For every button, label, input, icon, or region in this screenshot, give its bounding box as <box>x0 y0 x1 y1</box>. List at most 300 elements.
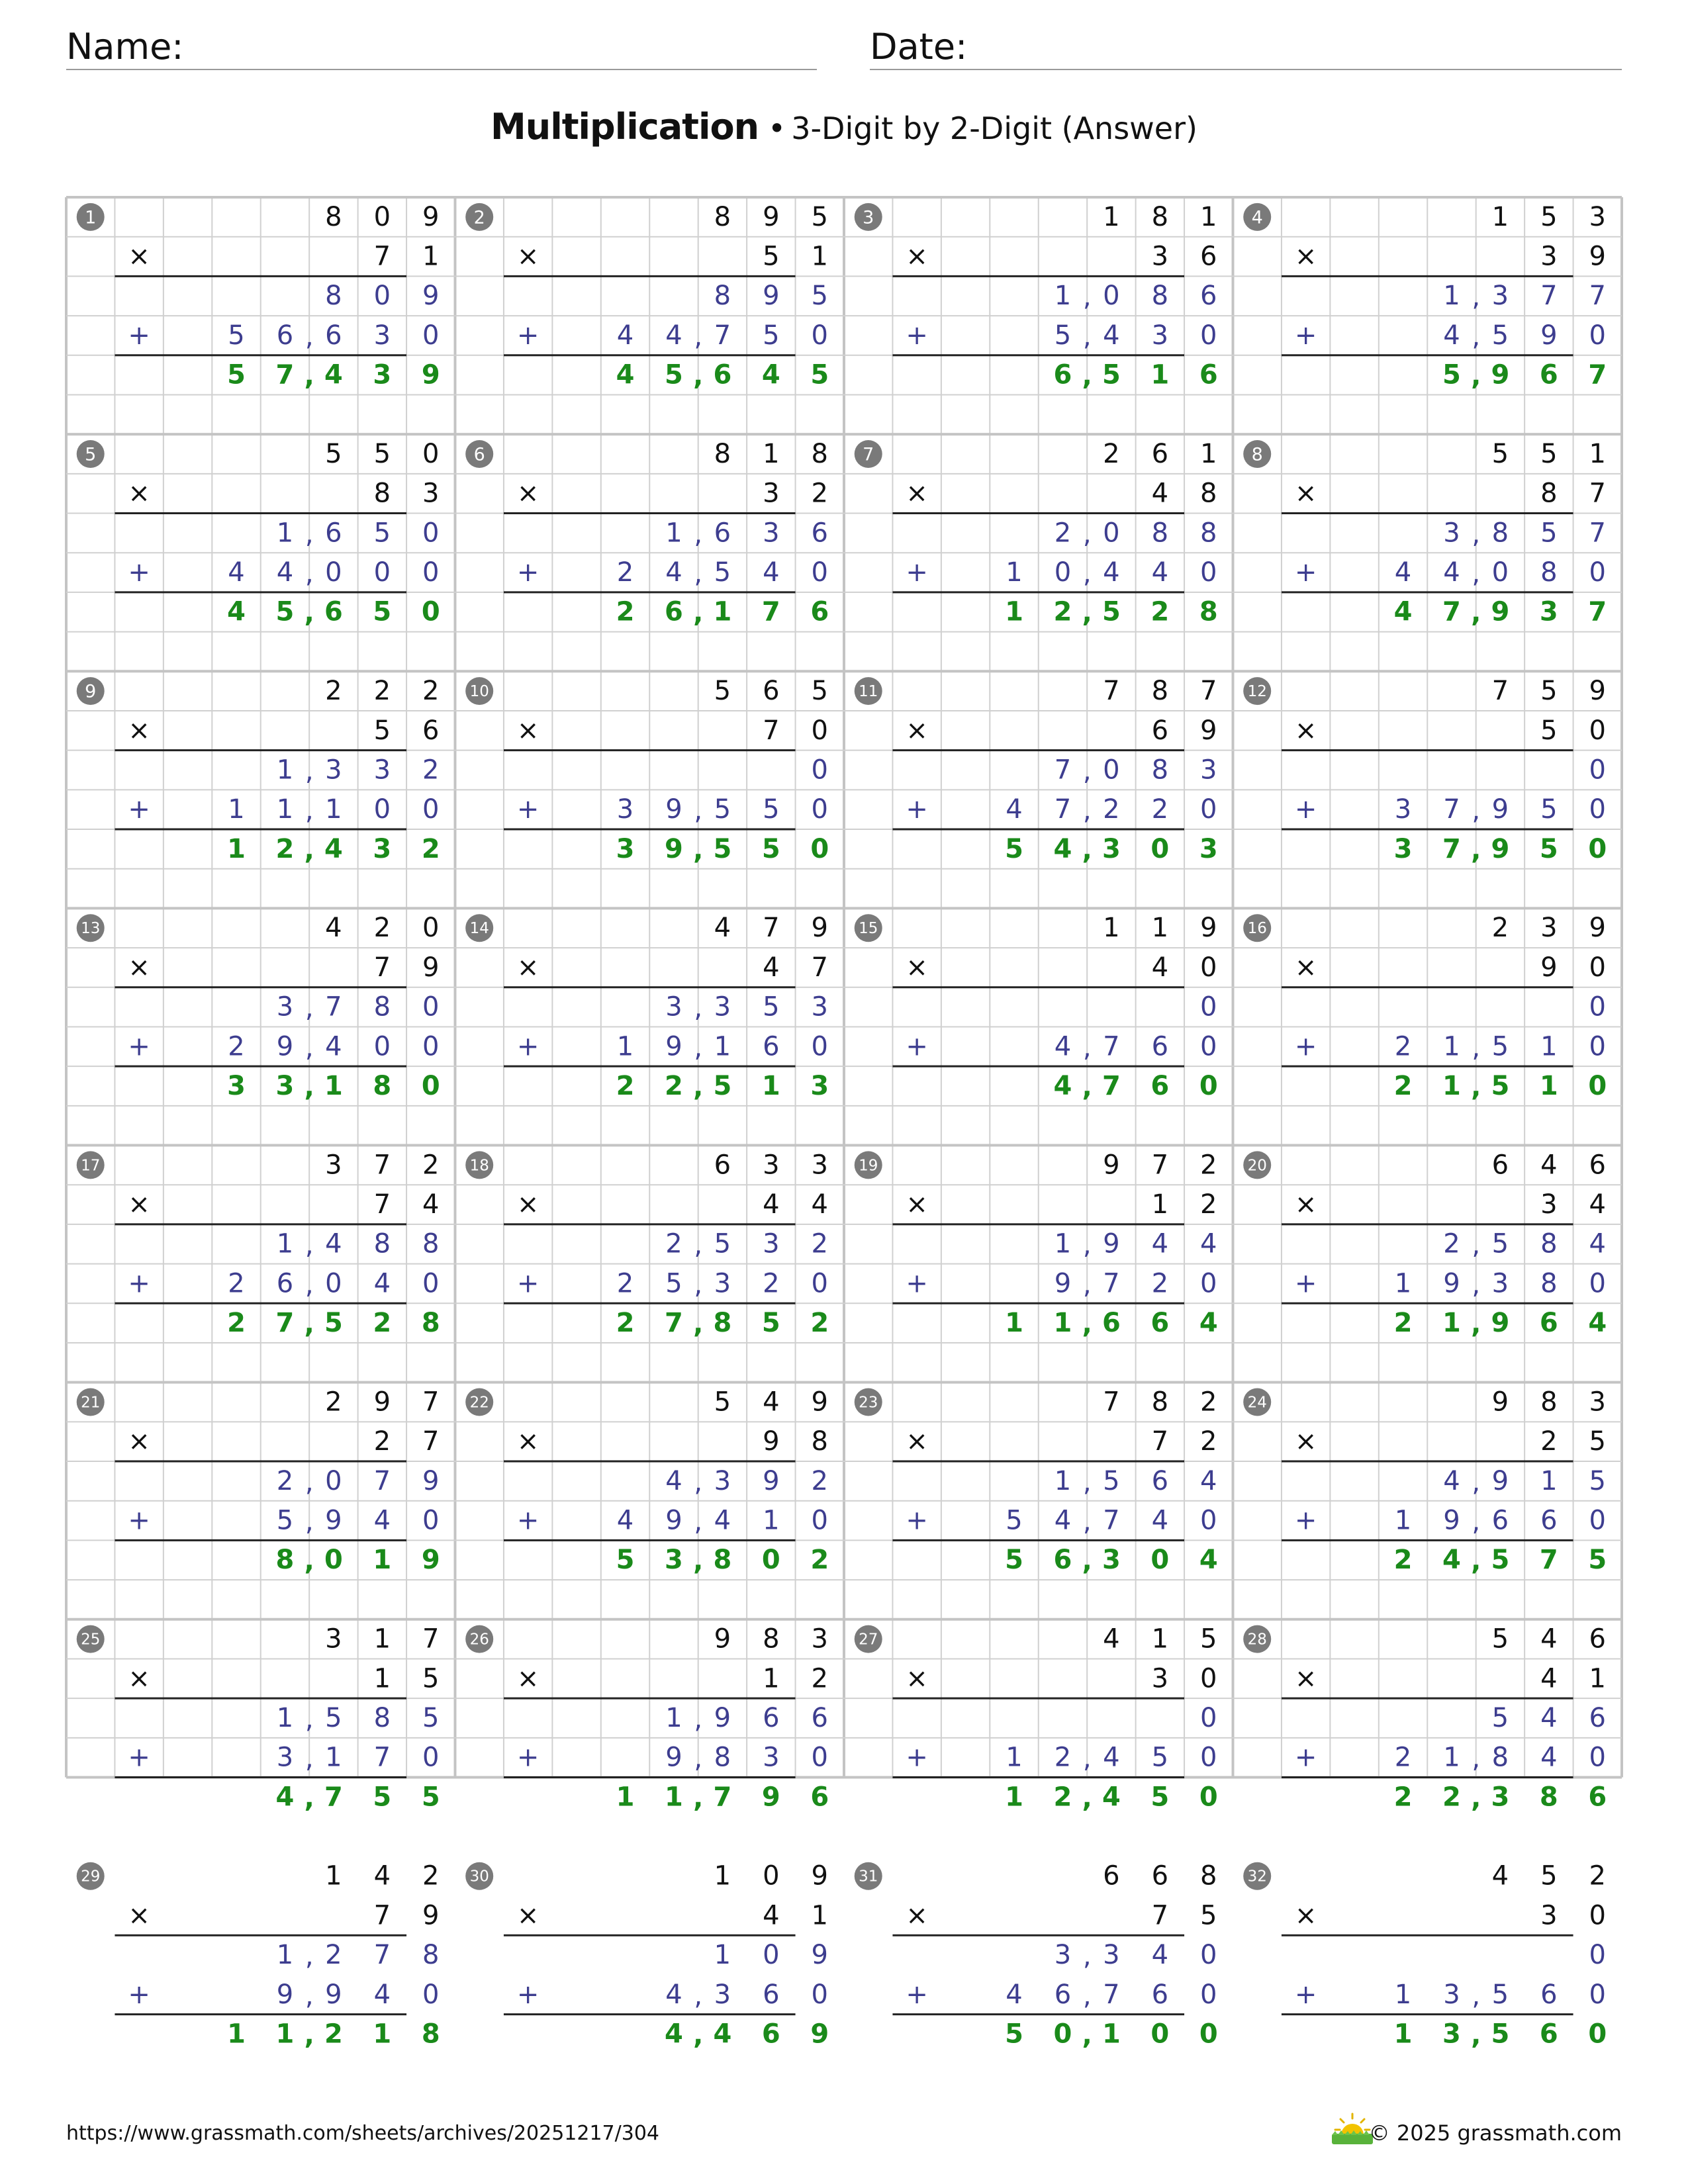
multiplicand-digit: 2 <box>1200 1387 1217 1418</box>
partial-product-2-comma: , <box>305 321 314 352</box>
multiplicand-digit: 2 <box>1491 913 1509 944</box>
answer-digit: 0 <box>324 1545 343 1576</box>
answer-digit: 1 <box>275 2019 295 2050</box>
partial-product-1-digit: 4 <box>1200 1228 1217 1259</box>
partial-product-1-digit: 9 <box>714 1702 731 1733</box>
partial-product-2-digit: 6 <box>763 1979 780 2010</box>
partial-product-1-digit: 5 <box>1491 1702 1509 1733</box>
answer-digit: 0 <box>1150 2019 1170 2050</box>
plus-sign: + <box>128 1979 150 2010</box>
partial-product-1-digit: 0 <box>1103 281 1120 312</box>
answer-digit: 1 <box>227 833 246 864</box>
partial-product-1-digit: 3 <box>763 1228 780 1259</box>
problem-number: 22 <box>469 1394 489 1412</box>
multiplier-digit: 0 <box>1589 952 1607 983</box>
partial-product-1-digit: 7 <box>1540 281 1558 312</box>
partial-product-2-digit: 5 <box>1540 794 1558 825</box>
times-sign: × <box>128 1900 150 1931</box>
multiplier-digit: 4 <box>763 1189 780 1220</box>
partial-product-2-digit: 6 <box>763 1031 780 1062</box>
answer-comma: , <box>693 361 704 392</box>
partial-product-2-digit: 0 <box>325 1268 342 1299</box>
times-sign: × <box>128 478 150 509</box>
answer-digit: 2 <box>665 1070 683 1101</box>
answer-digit: 0 <box>1150 833 1170 864</box>
multiplicand-digit: 4 <box>325 913 342 944</box>
answer-digit: 1 <box>324 1070 343 1101</box>
times-sign: × <box>1294 1663 1317 1694</box>
partial-product-2-digit: 8 <box>1540 1268 1558 1299</box>
multiplicand-digit: 7 <box>422 1623 440 1655</box>
partial-product-2-comma: , <box>305 796 314 827</box>
answer-digit: 2 <box>1393 1545 1413 1576</box>
answer-digit: 0 <box>1053 2019 1072 2050</box>
multiplicand-digit: 4 <box>1540 1623 1558 1655</box>
partial-product-2-digit: 4 <box>616 320 634 351</box>
partial-product-2-digit: 8 <box>1540 557 1558 588</box>
answer-digit: 5 <box>227 359 246 390</box>
answer-digit: 4 <box>713 2019 732 2050</box>
partial-product-2-digit: 4 <box>373 1979 391 2010</box>
partial-product-1-digit: 0 <box>1589 991 1607 1023</box>
partial-product-1-digit: 5 <box>714 1228 731 1259</box>
partial-product-1-comma: , <box>1082 282 1092 313</box>
answer-digit: 5 <box>761 833 780 864</box>
problem-number: 30 <box>469 1868 489 1886</box>
times-sign: × <box>516 241 539 272</box>
answer-digit: 0 <box>1150 1545 1170 1576</box>
partial-product-2-digit: 9 <box>1443 1505 1460 1536</box>
partial-product-2-digit: 2 <box>616 557 634 588</box>
partial-product-2-digit: 4 <box>763 557 780 588</box>
answer-digit: 3 <box>665 1545 683 1576</box>
partial-product-1-digit: 4 <box>1443 1465 1460 1496</box>
partial-product-2-digit: 0 <box>1054 557 1072 588</box>
answer-digit: 5 <box>616 1545 635 1576</box>
times-sign: × <box>906 1900 928 1931</box>
answer-digit: 7 <box>713 1782 732 1813</box>
multiplicand-digit: 9 <box>763 201 780 232</box>
plus-sign: + <box>128 1268 150 1299</box>
partial-product-2-digit: 2 <box>616 1268 634 1299</box>
answer-comma: , <box>1471 361 1481 392</box>
multiplicand-digit: 2 <box>325 676 342 707</box>
answer-digit: 7 <box>275 1308 295 1339</box>
multiplicand-digit: 1 <box>1200 438 1217 469</box>
partial-product-2-digit: 7 <box>714 320 731 351</box>
answer-digit: 3 <box>810 1070 829 1101</box>
answer-digit: 7 <box>324 1782 343 1813</box>
answer-digit: 7 <box>761 596 780 627</box>
plus-sign: + <box>906 1742 928 1773</box>
answer-digit: 4 <box>665 2019 683 2050</box>
multiplicand-digit: 7 <box>763 913 780 944</box>
problem-number: 11 <box>859 683 878 701</box>
answer-digit: 9 <box>1491 359 1510 390</box>
multiplicand-digit: 6 <box>1151 438 1169 469</box>
partial-product-1-digit: 8 <box>422 1228 440 1259</box>
partial-product-1-digit: 2 <box>1443 1228 1460 1259</box>
partial-product-1-digit: 3 <box>763 518 780 549</box>
answer-comma: , <box>1471 598 1481 629</box>
plus-sign: + <box>516 1031 539 1062</box>
partial-product-1-comma: , <box>694 993 703 1024</box>
partial-product-2-comma: , <box>1472 1743 1481 1774</box>
multiplicand-digit: 3 <box>811 1150 829 1181</box>
partial-product-2-digit: 4 <box>1103 320 1120 351</box>
multiplicand-digit: 7 <box>373 1150 391 1181</box>
answer-digit: 5 <box>761 1308 780 1339</box>
answer-digit: 6 <box>761 2019 780 2050</box>
partial-product-2-digit: 0 <box>325 557 342 588</box>
multiplier-digit: 5 <box>1589 1426 1607 1457</box>
problem-number: 32 <box>1247 1868 1267 1886</box>
answer-comma: , <box>693 598 704 629</box>
partial-product-2-digit: 3 <box>373 320 391 351</box>
answer-digit: 4 <box>324 359 343 390</box>
answer-digit: 2 <box>1393 1782 1413 1813</box>
answer-comma: , <box>304 1309 314 1340</box>
partial-product-2-digit: 0 <box>1200 1505 1217 1536</box>
partial-product-1-comma: , <box>305 1230 314 1261</box>
answer-digit: 6 <box>1539 1308 1558 1339</box>
answer-digit: 4 <box>324 833 343 864</box>
partial-product-2-comma: , <box>694 1980 703 2011</box>
multiplicand-digit: 5 <box>1491 1623 1509 1655</box>
multiplier-digit: 0 <box>1589 715 1607 746</box>
partial-product-2-digit: 0 <box>811 794 829 825</box>
partial-product-2-digit: 3 <box>276 1742 294 1773</box>
answer-digit: 0 <box>1199 2019 1218 2050</box>
partial-product-2-digit: 4 <box>1103 557 1120 588</box>
problem-number: 14 <box>469 920 489 938</box>
multiplicand-digit: 8 <box>763 1623 780 1655</box>
answer-digit: 5 <box>1005 1545 1023 1576</box>
partial-product-2-digit: 1 <box>1006 1742 1023 1773</box>
partial-product-2-digit: 5 <box>665 1268 682 1299</box>
partial-product-1-digit: 9 <box>422 1465 440 1496</box>
multiplier-digit: 1 <box>811 241 829 272</box>
problem-number: 6 <box>473 444 485 465</box>
partial-product-2-digit: 7 <box>373 1742 391 1773</box>
partial-product-2-digit: 5 <box>228 320 245 351</box>
partial-product-2-digit: 4 <box>325 1031 342 1062</box>
partial-product-2-digit: 1 <box>325 794 342 825</box>
partial-product-2-digit: 6 <box>325 320 342 351</box>
partial-product-2-digit: 0 <box>373 1031 391 1062</box>
answer-digit: 9 <box>810 2019 829 2050</box>
multiplicand-digit: 0 <box>422 438 440 469</box>
multiplicand-digit: 9 <box>811 1860 829 1891</box>
answer-digit: 8 <box>421 1308 440 1339</box>
partial-product-2-comma: , <box>305 1980 314 2011</box>
partial-product-2-digit: 7 <box>1443 794 1460 825</box>
partial-product-2-comma: , <box>1472 1506 1481 1537</box>
answer-comma: , <box>1082 1309 1092 1340</box>
multiplicand-digit: 1 <box>714 1860 731 1891</box>
partial-product-2-digit: 0 <box>422 1979 440 2010</box>
answer-digit: 5 <box>1005 2019 1023 2050</box>
multiplier-digit: 2 <box>373 1426 391 1457</box>
problem-number: 17 <box>81 1157 101 1175</box>
partial-product-1-digit: 1 <box>665 518 682 549</box>
partial-product-2-digit: 4 <box>665 557 682 588</box>
answer-comma: , <box>693 1546 704 1577</box>
partial-product-1-digit: 0 <box>373 281 391 312</box>
multiplicand-digit: 5 <box>714 1387 731 1418</box>
footer-copyright: © 2025 grassmath.com <box>1368 2120 1622 2146</box>
answer-digit: 2 <box>616 596 635 627</box>
partial-product-1-digit: 0 <box>1589 1940 1607 1971</box>
partial-product-2-digit: 0 <box>1589 1031 1607 1062</box>
partial-product-2-digit: 0 <box>1589 1742 1607 1773</box>
times-sign: × <box>906 241 928 272</box>
partial-product-2-digit: 0 <box>811 320 829 351</box>
answer-digit: 7 <box>1442 596 1461 627</box>
plus-sign: + <box>1294 1505 1317 1536</box>
problem-number: 21 <box>81 1394 101 1412</box>
answer-digit: 3 <box>1102 1545 1121 1576</box>
partial-product-2-digit: 0 <box>1200 1742 1217 1773</box>
multiplicand-digit: 8 <box>714 438 731 469</box>
answer-digit: 0 <box>761 1545 780 1576</box>
partial-product-2-digit: 2 <box>228 1268 245 1299</box>
multiplier-digit: 7 <box>422 1426 440 1457</box>
plus-sign: + <box>906 1505 928 1536</box>
answer-digit: 1 <box>665 1782 683 1813</box>
answer-digit: 5 <box>373 1782 392 1813</box>
partial-product-2-digit: 3 <box>714 1268 731 1299</box>
multiplicand-digit: 2 <box>373 913 391 944</box>
multiplier-digit: 8 <box>1540 478 1558 509</box>
answer-digit: 5 <box>810 359 829 390</box>
answer-digit: 2 <box>616 1070 635 1101</box>
multiplicand-digit: 2 <box>422 1860 440 1891</box>
multiplicand-digit: 4 <box>1491 1860 1509 1891</box>
multiplier-digit: 0 <box>1200 1663 1217 1694</box>
partial-product-1-digit: 3 <box>714 1465 731 1496</box>
plus-sign: + <box>906 320 928 351</box>
partial-product-1-digit: 4 <box>1540 1702 1558 1733</box>
partial-product-2-digit: 1 <box>276 794 294 825</box>
partial-product-1-digit: 5 <box>1103 1465 1120 1496</box>
partial-product-1-digit: 6 <box>1151 1465 1169 1496</box>
partial-product-2-digit: 9 <box>276 1031 294 1062</box>
answer-comma: , <box>693 1071 704 1103</box>
multiplier-digit: 5 <box>1540 715 1558 746</box>
answer-digit: 2 <box>1150 596 1170 627</box>
partial-product-2-digit: 5 <box>1006 1505 1023 1536</box>
times-sign: × <box>1294 1900 1317 1931</box>
partial-product-2-digit: 0 <box>811 1742 829 1773</box>
answer-digit: 2 <box>810 1545 829 1576</box>
partial-product-1-digit: 8 <box>373 1702 391 1733</box>
partial-product-1-comma: , <box>1472 519 1481 550</box>
partial-product-1-digit: 2 <box>325 1940 342 1971</box>
partial-product-2-digit: 4 <box>616 1505 634 1536</box>
partial-product-2-digit: 6 <box>276 320 294 351</box>
partial-product-2-digit: 0 <box>373 794 391 825</box>
multiplicand-digit: 9 <box>811 913 829 944</box>
plus-sign: + <box>1294 320 1317 351</box>
answer-digit: 1 <box>1539 1070 1558 1101</box>
partial-product-2-digit: 1 <box>1394 1979 1412 2010</box>
answer-digit: 5 <box>1102 596 1121 627</box>
multiplicand-digit: 5 <box>811 676 829 707</box>
partial-product-2-comma: , <box>1472 321 1481 352</box>
multiplier-digit: 3 <box>1151 241 1169 272</box>
partial-product-1-digit: 5 <box>325 1702 342 1733</box>
answer-digit: 6 <box>810 596 829 627</box>
answer-digit: 6 <box>324 596 343 627</box>
answer-digit: 3 <box>1539 596 1558 627</box>
times-sign: × <box>1294 1426 1317 1457</box>
partial-product-2-digit: 0 <box>422 557 440 588</box>
answer-digit: 2 <box>1393 1070 1413 1101</box>
partial-product-1-digit: 5 <box>1491 1228 1509 1259</box>
partial-product-2-digit: 6 <box>1491 1505 1509 1536</box>
partial-product-2-digit: 2 <box>763 1268 780 1299</box>
problem-number: 19 <box>859 1157 878 1175</box>
answer-digit: 1 <box>1442 1070 1461 1101</box>
partial-product-2-comma: , <box>305 1743 314 1774</box>
answer-digit: 3 <box>1199 833 1218 864</box>
answer-digit: 5 <box>1491 1070 1510 1101</box>
multiplier-digit: 5 <box>763 241 780 272</box>
answer-digit: 1 <box>227 2019 246 2050</box>
partial-product-2-digit: 4 <box>373 1505 391 1536</box>
multiplier-digit: 9 <box>422 952 440 983</box>
multiplicand-digit: 1 <box>1491 201 1509 232</box>
multiplicand-digit: 5 <box>714 676 731 707</box>
answer-comma: , <box>1471 2020 1481 2051</box>
multiplier-digit: 7 <box>1589 478 1607 509</box>
plus-sign: + <box>516 320 539 351</box>
partial-product-2-digit: 0 <box>1589 320 1607 351</box>
partial-product-2-comma: , <box>305 559 314 590</box>
answer-digit: 5 <box>1102 359 1121 390</box>
times-sign: × <box>516 478 539 509</box>
partial-product-2-digit: 1 <box>325 1742 342 1773</box>
partial-product-1-digit: 6 <box>763 1702 780 1733</box>
partial-product-2-digit: 0 <box>373 557 391 588</box>
partial-product-1-digit: 7 <box>1589 281 1607 312</box>
multiplicand-digit: 3 <box>763 1150 780 1181</box>
partial-product-2-digit: 4 <box>228 557 245 588</box>
answer-digit: 7 <box>1102 1070 1121 1101</box>
answer-digit: 3 <box>275 1070 295 1101</box>
partial-product-1-digit: 8 <box>1151 518 1169 549</box>
partial-product-2-digit: 2 <box>1151 1268 1169 1299</box>
partial-product-2-digit: 5 <box>763 320 780 351</box>
times-sign: × <box>906 952 928 983</box>
answer-digit: 4 <box>1199 1545 1218 1576</box>
partial-product-2-digit: 9 <box>1054 1268 1072 1299</box>
partial-product-1-digit: 3 <box>1491 281 1509 312</box>
multiplier-digit: 2 <box>1540 1426 1558 1457</box>
multiplicand-digit: 7 <box>1103 676 1120 707</box>
answer-digit: 6 <box>665 596 683 627</box>
partial-product-2-digit: 5 <box>1491 320 1509 351</box>
problem-number: 28 <box>1247 1631 1267 1649</box>
partial-product-1-digit: 8 <box>1151 754 1169 786</box>
partial-product-1-digit: 3 <box>1443 518 1460 549</box>
multiplier-digit: 3 <box>763 478 780 509</box>
partial-product-1-digit: 7 <box>1054 754 1072 786</box>
answer-comma: , <box>304 835 314 866</box>
answer-digit: 4 <box>275 1782 295 1813</box>
multiplier-digit: 8 <box>811 1426 829 1457</box>
partial-product-2-digit: 0 <box>1589 794 1607 825</box>
partial-product-1-comma: , <box>694 1467 703 1498</box>
partial-product-1-digit: 2 <box>811 1228 829 1259</box>
partial-product-1-comma: , <box>1472 1467 1481 1498</box>
partial-product-1-digit: 9 <box>1491 1465 1509 1496</box>
partial-product-2-digit: 7 <box>1103 1031 1120 1062</box>
answer-comma: , <box>304 1071 314 1103</box>
multiplicand-digit: 6 <box>1151 1860 1169 1891</box>
answer-digit: 4 <box>1393 596 1413 627</box>
answer-digit: 1 <box>1442 1308 1461 1339</box>
partial-product-1-comma: , <box>694 1704 703 1735</box>
partial-product-2-digit: 9 <box>325 1979 342 2010</box>
partial-product-2-digit: 0 <box>1589 1979 1607 2010</box>
multiplier-digit: 0 <box>1589 1900 1607 1931</box>
partial-product-2-comma: , <box>694 796 703 827</box>
partial-product-2-digit: 0 <box>1200 557 1217 588</box>
partial-product-1-digit: 5 <box>763 991 780 1023</box>
times-sign: × <box>906 715 928 746</box>
partial-product-1-comma: , <box>694 1230 703 1261</box>
partial-product-1-comma: , <box>305 756 314 787</box>
answer-digit: 4 <box>227 596 246 627</box>
multiplier-digit: 6 <box>422 715 440 746</box>
answer-digit: 3 <box>1491 1782 1510 1813</box>
partial-product-2-digit: 6 <box>1540 1979 1558 2010</box>
partial-product-1-digit: 3 <box>1054 1940 1072 1971</box>
multiplicand-digit: 3 <box>325 1623 342 1655</box>
times-sign: × <box>128 1189 150 1220</box>
plus-sign: + <box>906 1268 928 1299</box>
partial-product-2-digit: 0 <box>422 1742 440 1773</box>
multiplicand-digit: 3 <box>1589 1387 1607 1418</box>
partial-product-2-digit: 3 <box>714 1979 731 2010</box>
partial-product-2-digit: 4 <box>373 1268 391 1299</box>
answer-digit: 4 <box>761 359 780 390</box>
times-sign: × <box>128 241 150 272</box>
partial-product-2-digit: 5 <box>1491 1031 1509 1062</box>
partial-product-2-comma: , <box>305 1032 314 1064</box>
partial-product-2-comma: , <box>694 1269 703 1300</box>
multiplier-digit: 2 <box>1200 1189 1217 1220</box>
partial-product-1-digit: 0 <box>1103 754 1120 786</box>
partial-product-2-digit: 0 <box>1200 1268 1217 1299</box>
answer-digit: 5 <box>713 833 732 864</box>
times-sign: × <box>516 1189 539 1220</box>
multiplier-digit: 8 <box>373 478 391 509</box>
multiplier-digit: 9 <box>1540 952 1558 983</box>
partial-product-2-digit: 4 <box>1054 1031 1072 1062</box>
partial-product-1-digit: 0 <box>1589 754 1607 786</box>
partial-product-2-digit: 9 <box>1540 320 1558 351</box>
partial-product-2-comma: , <box>694 559 703 590</box>
partial-product-2-digit: 6 <box>1540 1505 1558 1536</box>
multiplier-digit: 1 <box>373 1663 391 1694</box>
multiplicand-digit: 3 <box>811 1623 829 1655</box>
multiplicand-digit: 6 <box>714 1150 731 1181</box>
multiplicand-digit: 2 <box>1103 438 1120 469</box>
answer-digit: 5 <box>324 1308 343 1339</box>
